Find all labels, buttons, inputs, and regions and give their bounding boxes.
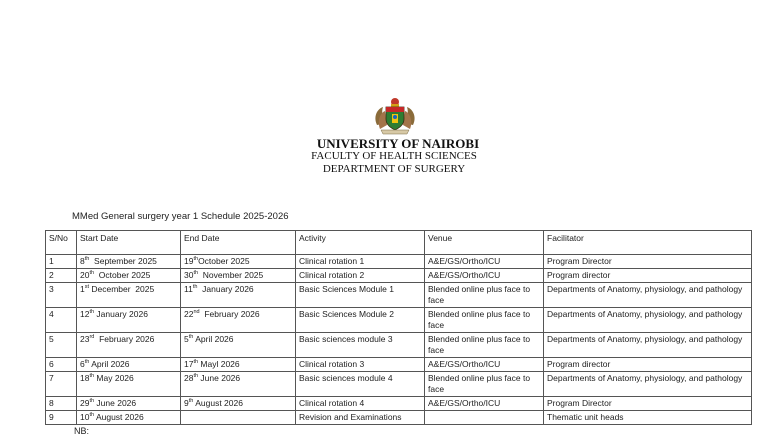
sno-cell: 4 [46, 308, 77, 333]
facilitator-cell: Departments of Anatomy, physiology, and pathology [544, 372, 752, 397]
date-day: 30 [184, 270, 194, 280]
date-month-year: April 2026 [89, 359, 130, 369]
venue-cell: Blended online plus face to face [425, 283, 544, 308]
activity-cell: Clinical rotation 1 [296, 255, 425, 269]
date-month-year: Mayl 2026 [198, 359, 240, 369]
start-date-cell [77, 283, 181, 308]
table-row [46, 255, 752, 269]
schedule-title: MMed General surgery year 1 Schedule 2025-2026 [72, 211, 289, 222]
faculty-name: FACULTY OF HEALTH SCIENCES [311, 150, 477, 162]
date-day: 23 [80, 334, 90, 344]
column-header: Start Date [77, 231, 181, 255]
date-month-year: October 2025 [94, 270, 151, 280]
sno-cell: 6 [46, 358, 77, 372]
facilitator-cell: Program director [544, 269, 752, 283]
start-date-cell [77, 411, 181, 425]
column-header: Activity [296, 231, 425, 255]
department-name: DEPARTMENT OF SURGERY [322, 163, 466, 175]
end-date-cell [181, 255, 296, 269]
start-date-cell [77, 333, 181, 358]
column-header: Facilitator [544, 231, 752, 255]
date-day: 22 [184, 309, 194, 319]
end-date-cell [181, 411, 296, 425]
facilitator-cell: Departments of Anatomy, physiology, and pathology [544, 283, 752, 308]
date-day: 18 [80, 373, 90, 383]
date-month-year: May 2026 [94, 373, 134, 383]
activity-cell: Basic sciences module 3 [296, 333, 425, 358]
date-day: 8 [80, 256, 85, 266]
nb-label: NB: [74, 426, 90, 436]
date-day: 17 [184, 359, 194, 369]
venue-cell: Blended online plus face to face [425, 308, 544, 333]
date-day: 5 [184, 334, 189, 344]
activity-cell: Clinical rotation 2 [296, 269, 425, 283]
date-ordinal-suffix: th [89, 373, 95, 380]
date-month-year: October 2025 [198, 256, 250, 266]
date-day: 11 [184, 284, 193, 294]
date-day: 19 [184, 256, 194, 266]
start-date-cell [77, 255, 181, 269]
activity-cell: Basic Sciences Module 1 [296, 283, 425, 308]
date-month-year: January 2026 [197, 284, 254, 294]
activity-cell: Basic Sciences Module 2 [296, 308, 425, 333]
start-date-cell [77, 397, 181, 411]
activity-cell: Clinical rotation 4 [296, 397, 425, 411]
facilitator-cell: Departments of Anatomy, physiology, and pathology [544, 308, 752, 333]
date-day: 28 [184, 373, 194, 383]
date-day: 6 [80, 359, 85, 369]
venue-cell: A&E/GS/Ortho/ICU [425, 397, 544, 411]
date-ordinal-suffix: th [84, 256, 90, 263]
facilitator-cell: Program Director [544, 397, 752, 411]
date-day: 1 [80, 284, 85, 294]
date-month-year: April 2026 [193, 334, 234, 344]
table-row [46, 269, 752, 283]
date-ordinal-suffix: th [89, 270, 95, 277]
date-month-year: June 2026 [198, 373, 241, 383]
date-ordinal-suffix: th [84, 359, 90, 366]
venue-cell: Blended online plus face to face [425, 372, 544, 397]
date-month-year: November 2025 [198, 270, 264, 280]
date-day: 10 [80, 412, 90, 422]
date-ordinal-suffix: nd [193, 309, 200, 316]
date-month-year: February 2026 [199, 309, 260, 319]
end-date-cell [181, 283, 296, 308]
university-crest-logo [371, 95, 419, 135]
date-ordinal-suffix: th [89, 412, 95, 419]
date-month-year: August 2026 [94, 412, 144, 422]
facilitator-cell: Program director [544, 358, 752, 372]
start-date-cell [77, 308, 181, 333]
date-month-year: January 2026 [94, 309, 148, 319]
date-ordinal-suffix: th [188, 398, 194, 405]
date-month-year: September 2025 [89, 256, 157, 266]
date-month-year: June 2026 [94, 398, 137, 408]
facilitator-cell: Program Director [544, 255, 752, 269]
end-date-cell [181, 269, 296, 283]
date-ordinal-suffix: st [84, 284, 90, 291]
date-ordinal-suffix: th [89, 309, 95, 316]
end-date-cell [181, 308, 296, 333]
date-day: 12 [80, 309, 90, 319]
table-row [46, 333, 752, 358]
date-ordinal-suffix: th [192, 284, 198, 291]
end-date-cell [181, 358, 296, 372]
table-row [46, 358, 752, 372]
date-ordinal-suffix: th [193, 256, 199, 263]
sno-cell: 9 [46, 411, 77, 425]
date-day: 9 [184, 398, 189, 408]
university-name: UNIVERSITY OF NAIROBI [316, 136, 480, 151]
activity-cell: Basic sciences module 4 [296, 372, 425, 397]
date-month-year: August 2026 [193, 398, 243, 408]
date-ordinal-suffix: th [188, 334, 194, 341]
date-ordinal-suffix: th [193, 373, 199, 380]
table-header-row [46, 231, 752, 255]
date-day: 20 [80, 270, 90, 280]
date-ordinal-suffix: th [193, 359, 199, 366]
table-row [46, 411, 752, 425]
start-date-cell [77, 372, 181, 397]
date-ordinal-suffix: rd [89, 334, 95, 341]
date-ordinal-suffix: th [89, 398, 95, 405]
sno-cell: 8 [46, 397, 77, 411]
venue-cell: A&E/GS/Ortho/ICU [425, 269, 544, 283]
table-row [46, 397, 752, 411]
column-header: S/No [46, 231, 77, 255]
venue-cell: A&E/GS/Ortho/ICU [425, 358, 544, 372]
date-month-year: December 2025 [89, 284, 155, 294]
table-row [46, 283, 752, 308]
end-date-cell [181, 372, 296, 397]
facilitator-cell: Thematic unit heads [544, 411, 752, 425]
date-month-year: February 2026 [94, 334, 155, 344]
facilitator-cell: Departments of Anatomy, physiology, and pathology [544, 333, 752, 358]
date-day: 29 [80, 398, 90, 408]
schedule-table [45, 230, 752, 425]
sno-cell: 3 [46, 283, 77, 308]
activity-cell: Clinical rotation 3 [296, 358, 425, 372]
date-ordinal-suffix: th [193, 270, 199, 277]
start-date-cell [77, 358, 181, 372]
sno-cell: 5 [46, 333, 77, 358]
column-header: End Date [181, 231, 296, 255]
end-date-cell [181, 397, 296, 411]
activity-cell: Revision and Examinations [296, 411, 425, 425]
venue-cell: A&E/GS/Ortho/ICU [425, 255, 544, 269]
sno-cell: 2 [46, 269, 77, 283]
table-row [46, 308, 752, 333]
venue-cell: Blended online plus face to face [425, 333, 544, 358]
start-date-cell [77, 269, 181, 283]
table-row [46, 372, 752, 397]
column-header: Venue [425, 231, 544, 255]
venue-cell [425, 411, 544, 425]
sno-cell: 1 [46, 255, 77, 269]
end-date-cell [181, 333, 296, 358]
sno-cell: 7 [46, 372, 77, 397]
